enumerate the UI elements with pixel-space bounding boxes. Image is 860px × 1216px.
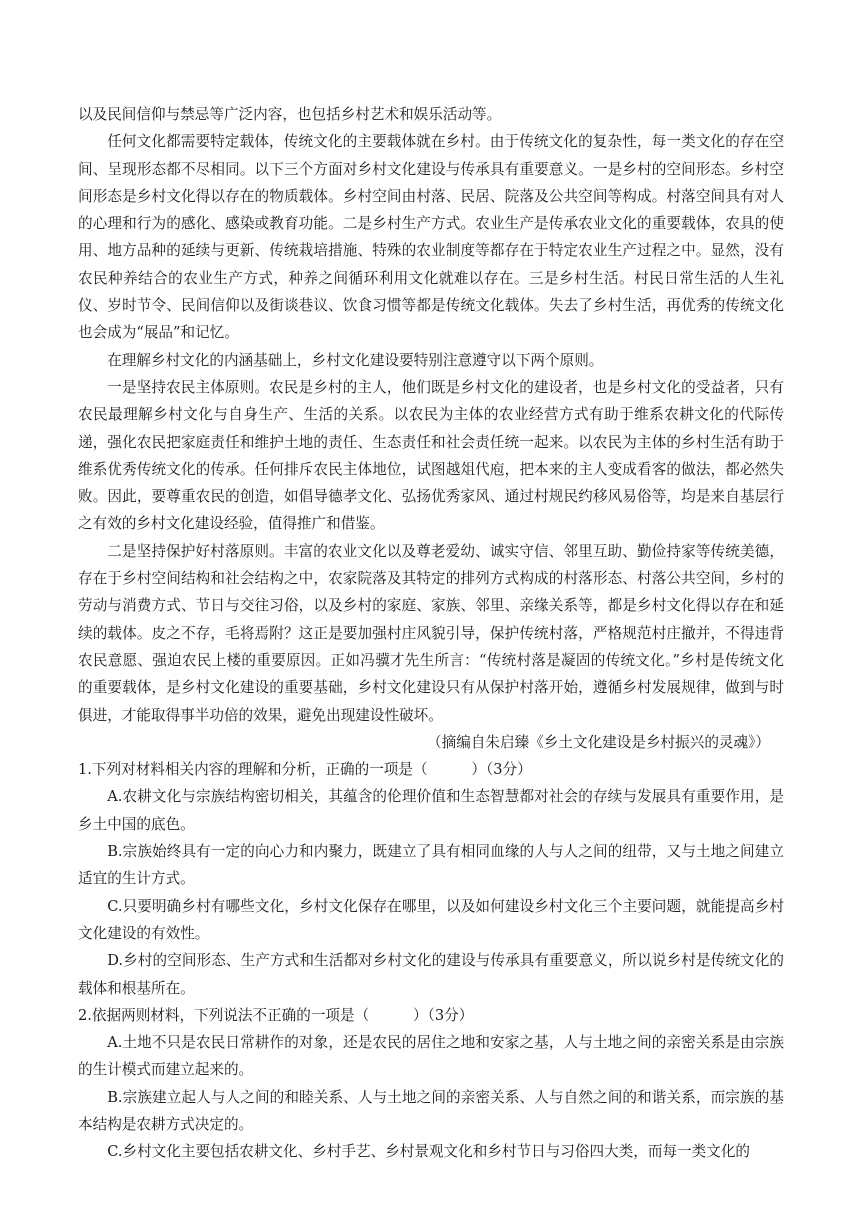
intro-tail-paragraph: 以及民间信仰与禁忌等广泛内容，也包括乡村艺术和娱乐活动等。	[78, 106, 502, 123]
question-2	[78, 1002, 784, 1166]
question-1-option-c: C.只要明确乡村有哪些文化，乡村文化保存在哪里，以及如何建设乡村文化三个主要问题，就能提高乡村文化建设的有效性。	[78, 897, 784, 942]
question-2-option-c: C.乡村文化主要包括农耕文化、乡村手艺、乡村景观文化和乡村节日与习俗四大类，而每一类文化的	[107, 1143, 751, 1161]
document-page	[78, 101, 784, 1166]
question-1-option-d: D.乡村的空间形态、生产方式和生活都对乡村文化的建设与传承具有重要意义，所以说乡村是传统文化的载体和根基所在。	[78, 952, 784, 997]
paragraph-carriers: 任何文化都需要特定载体，传统文化的主要载体就在乡村。由于传统文化的复杂性，每一类文化的存在空间、呈现形态都不尽相同。以下三个方面对乡村文化建设与传承具有重要意义。一是乡村的空间形态。乡村空间形态是乡村文化得以存在的物质载体。乡村空间由村落、民居、院落及公共空间等构成。村落空间具有对人的心理和行为的感化、感染或教育功能。二是乡村生产方式。农业生产是传承农业文化的重要载体，农具的使用、地方品种的延续与更新、传统栽培措施、特殊的农业制度等都存在于特定农业生产过程之中。显然，没有农民种养结合的农业生产方式，种养之间循环利用文化就难以存在。三是乡村生活。村民日常生活的人生礼仪、岁时节令、民间信仰以及街谈巷议、饮食习惯等都是传统文化载体。失去了乡村生活，再优秀的传统文化也会成为“展品”和记忆。	[78, 133, 784, 342]
paragraph-principle-farmer-subject: 一是坚持农民主体原则。农民是乡村的主人，他们既是乡村文化的建设者，也是乡村文化的受益者，只有农民最理解乡村文化与自身生产、生活的关系。以农民为主体的农业经营方式有助于维系农耕文化的代际传递，强化农民把家庭责任和维护土地的责任、生态责任和社会责任统一起来。以农民为主体的乡村生活有助于维系优秀传统文化的传承。任何排斥农民主体地位，试图越俎代庖，把本来的主人变成看客的做法，都必然失败。因此，要尊重农民的创造，如倡导德孝文化、弘扬优秀家风、通过村规民约移风易俗等，均是来自基层行之有效的乡村文化建设经验，值得推广和借鉴。	[78, 378, 784, 533]
paragraph-principle-protect-villages: 二是坚持保护好村落原则。丰富的农业文化以及尊老爱幼、诚实守信、邻里互助、勤俭持家等传统美德，存在于乡村空间结构和社会结构之中，农家院落及其特定的排列方式构成的村落形态、村落公共空间，乡村的劳动与消费方式、节日与交往习俗，以及乡村的家庭、家族、邻里、亲缘关系等，都是乡村文化得以存在和延续的载体。皮之不存，毛将焉附？这正是要加强村庄风貌引导，保护传统村落，严格规范村庄撤并，不得违背农民意愿、强迫农民上楼的重要原因。正如冯骥才先生所言：“传统村落是凝固的传统文化。”乡村是传统文化的重要载体，是乡村文化建设的重要基础，乡村文化建设只有从保护村落开始，遵循乡村发展规律，做到与时俱进，才能取得事半功倍的效果，避免出现建设性破坏。	[78, 542, 784, 724]
question-2-stem: 2.依据两则材料，下列说法不正确的一项是（ ）（3分）	[78, 1006, 474, 1024]
question-2-option-b: B.宗族建立起人与人之间的和睦关系、人与土地之间的亲密关系、人与自然之间的和谐关系，而宗族的基本结构是农耕方式决定的。	[78, 1088, 784, 1133]
question-1-stem: 1.下列对材料相关内容的理解和分析，正确的一项是（ ）（3分）	[78, 761, 532, 779]
question-1	[78, 756, 784, 1002]
source-citation: （摘编自朱启臻《乡土文化建设是乡村振兴的灵魂》）	[427, 733, 770, 751]
paragraph-principles-intro: 在理解乡村文化的内涵基础上，乡村文化建设要特别注意遵守以下两个原则。	[107, 351, 604, 369]
question-1-option-b: B.宗族始终具有一定的向心力和内聚力，既建立了具有相同血缘的人与人之间的纽带，又与土地之间建立适宜的生计方式。	[78, 843, 784, 888]
question-2-option-a: A.土地不只是农民日常耕作的对象，还是农民的居住之地和安家之基，人与土地之间的亲密关系是由宗族的生计模式而建立起来的。	[78, 1034, 784, 1079]
question-1-option-a: A.农耕文化与宗族结构密切相关，其蕴含的伦理价值和生态智慧都对社会的存续与发展具有重要作用，是乡土中国的底色。	[78, 788, 784, 833]
